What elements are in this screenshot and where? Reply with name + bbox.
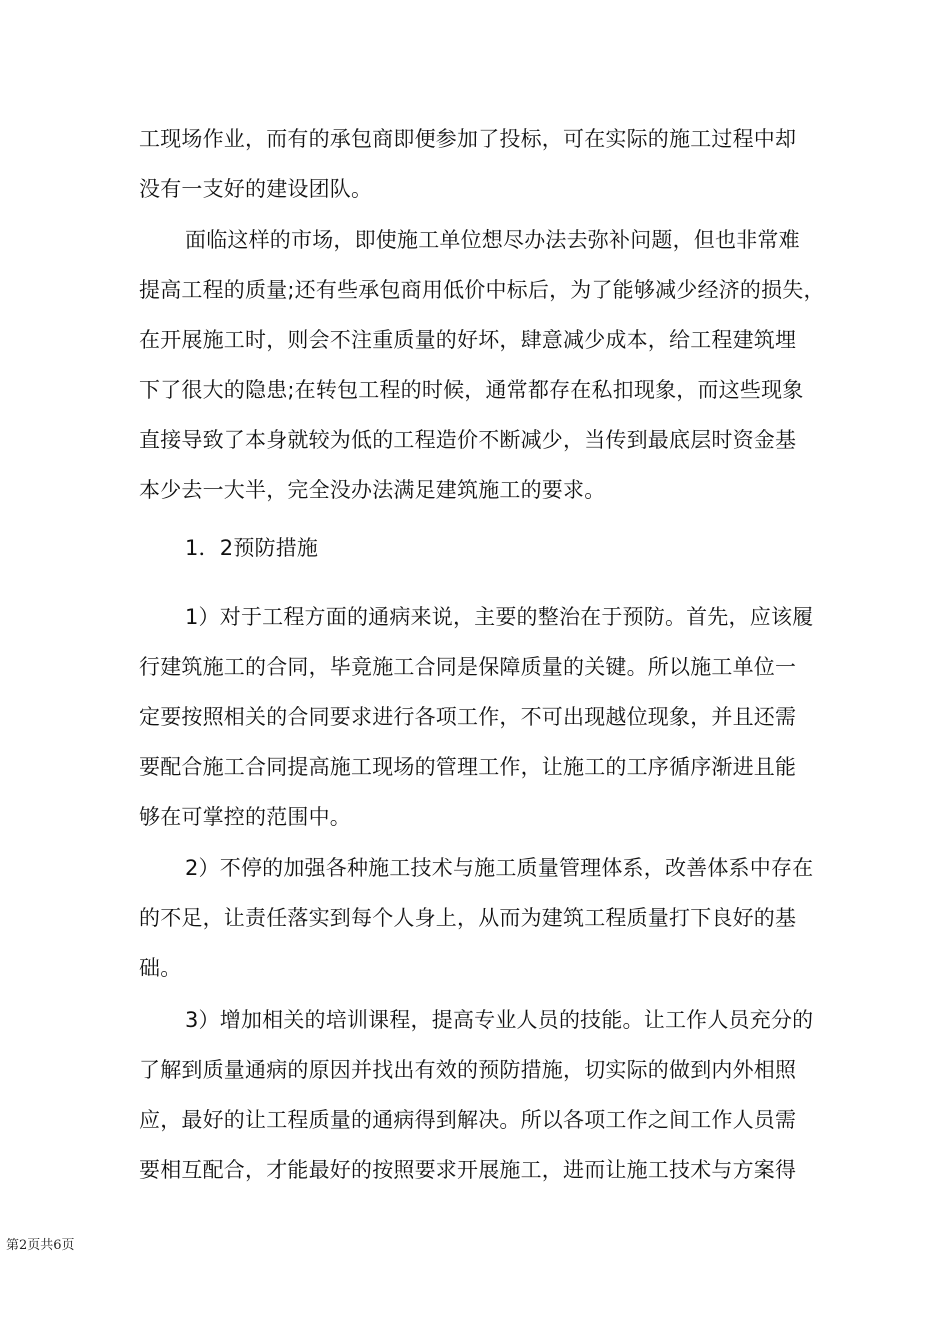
page-number-footer: 第2页共6页 bbox=[6, 1238, 75, 1253]
body-text-line: 工现场作业，而有的承包商即便参加了投标，可在实际的施工过程中却 bbox=[139, 127, 797, 151]
body-text-line: 了解到质量通病的原因并找出有效的预防措施，切实际的做到内外相照 bbox=[139, 1058, 797, 1082]
body-text-line: 行建筑施工的合同，毕竟施工合同是保障质量的关键。所以施工单位一 bbox=[139, 655, 797, 679]
body-text-line: 定要按照相关的合同要求进行各项工作，不可出现越位现象，并且还需 bbox=[139, 705, 797, 729]
body-text-line: 没有一支好的建设团队。 bbox=[139, 177, 373, 201]
section-heading: 1．2预防措施 bbox=[185, 536, 319, 560]
body-text-line: 3）增加相关的培训课程，提高专业人员的技能。让工作人员充分的 bbox=[185, 1008, 814, 1032]
body-text-line: 要配合施工合同提高施工现场的管理工作，让施工的工序循序渐进且能 bbox=[139, 755, 797, 779]
body-text-line: 2）不停的加强各种施工技术与施工质量管理体系，改善体系中存在 bbox=[185, 856, 814, 880]
body-text-line: 1）对于工程方面的通病来说，主要的整治在于预防。首先，应该履 bbox=[185, 605, 814, 629]
body-text-line: 下了很大的隐患;在转包工程的时候，通常都存在私扣现象，而这些现象 bbox=[139, 378, 804, 402]
body-text-line: 本少去一大半，完全没办法满足建筑施工的要求。 bbox=[139, 478, 606, 502]
body-text-line: 要相互配合，才能最好的按照要求开展施工，进而让施工技术与方案得 bbox=[139, 1158, 797, 1182]
body-text-line: 够在可掌控的范围中。 bbox=[139, 805, 351, 829]
body-text-line: 础。 bbox=[139, 956, 182, 980]
body-text-line: 的不足，让责任落实到每个人身上，从而为建筑工程质量打下良好的基 bbox=[139, 906, 797, 930]
body-text-line: 应，最好的让工程质量的通病得到解决。所以各项工作之间工作人员需 bbox=[139, 1108, 797, 1132]
body-text-line: 提高工程的质量;还有些承包商用低价中标后，为了能够减少经济的损失， bbox=[139, 278, 825, 302]
body-text-line: 面临这样的市场，即使施工单位想尽办法去弥补问题，但也非常难 bbox=[185, 228, 800, 252]
body-text-line: 直接导致了本身就较为低的工程造价不断减少，当传到最底层时资金基 bbox=[139, 428, 797, 452]
body-text-line: 在开展施工时，则会不注重质量的好坏，肆意减少成本，给工程建筑埋 bbox=[139, 328, 797, 352]
